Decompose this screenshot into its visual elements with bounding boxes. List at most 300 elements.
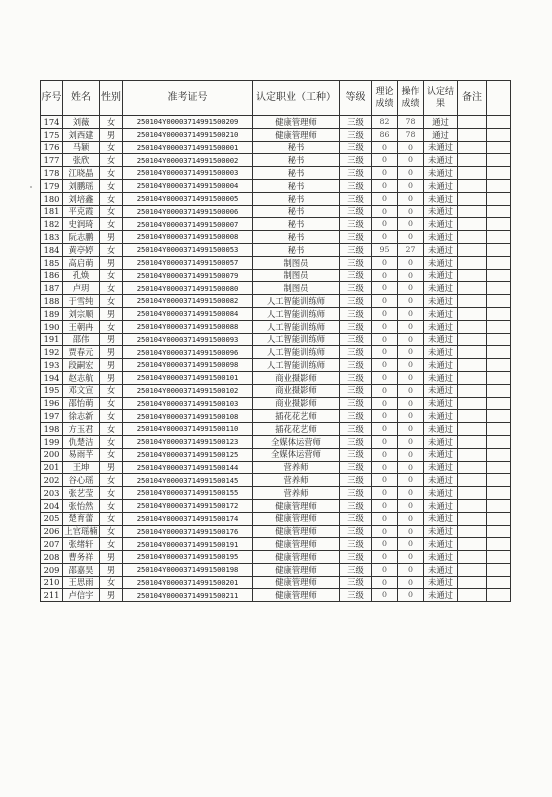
cell-level: 三级	[340, 538, 372, 551]
cell-result: 未通过	[424, 218, 458, 231]
table-row	[41, 576, 511, 589]
cell-result: 未通过	[424, 589, 458, 602]
cell-gender: 女	[100, 448, 123, 461]
cell-seq: 194	[41, 371, 63, 384]
cell-name: 王朝冉	[63, 320, 100, 333]
cell-seq: 200	[41, 448, 63, 461]
cell-name: 邵嘉昊	[63, 563, 100, 576]
cell-theory: 0	[372, 192, 398, 205]
cell-occupation: 秘书	[253, 167, 340, 180]
cell-extra	[487, 410, 511, 423]
cell-ticket: 250104Y00003714991500003	[123, 167, 253, 180]
cell-level: 三级	[340, 179, 372, 192]
cell-gender: 女	[100, 512, 123, 525]
cell-ticket: 250104Y00003714991500101	[123, 371, 253, 384]
cell-practice: 0	[398, 320, 424, 333]
cell-occupation: 人工智能训练师	[253, 295, 340, 308]
cell-ticket: 250104Y00003714991500002	[123, 154, 253, 167]
cell-seq: 190	[41, 320, 63, 333]
cell-theory: 0	[372, 295, 398, 308]
cell-level: 三级	[340, 205, 372, 218]
cell-gender: 女	[100, 397, 123, 410]
cell-gender: 女	[100, 320, 123, 333]
table-row	[41, 282, 511, 295]
cell-result: 未通过	[424, 205, 458, 218]
cell-name: 于雪纯	[63, 295, 100, 308]
cell-seq: 188	[41, 295, 63, 308]
cell-practice: 0	[398, 192, 424, 205]
cell-theory: 0	[372, 154, 398, 167]
cell-gender: 女	[100, 243, 123, 256]
cell-extra	[487, 589, 511, 602]
cell-occupation: 制图员	[253, 282, 340, 295]
cell-extra	[487, 346, 511, 359]
cell-name: 卢玥	[63, 282, 100, 295]
cell-ticket: 250104Y00003714991500057	[123, 256, 253, 269]
cell-remark	[458, 154, 487, 167]
cell-result: 未通过	[424, 359, 458, 372]
cell-theory: 0	[372, 269, 398, 282]
cell-theory: 0	[372, 320, 398, 333]
cell-occupation: 健康管理师	[253, 512, 340, 525]
cell-ticket: 250104Y00003714991500088	[123, 320, 253, 333]
cell-ticket: 250104Y00003714991500176	[123, 525, 253, 538]
cell-result: 未通过	[424, 167, 458, 180]
cell-level: 三级	[340, 320, 372, 333]
cell-result: 未通过	[424, 307, 458, 320]
cell-name: 刘宗顺	[63, 307, 100, 320]
cell-level: 三级	[340, 589, 372, 602]
cell-extra	[487, 154, 511, 167]
cell-extra	[487, 307, 511, 320]
cell-gender: 女	[100, 538, 123, 551]
cell-ticket: 250104Y00003714991500053	[123, 243, 253, 256]
cell-practice: 0	[398, 563, 424, 576]
cell-name: 刘薇	[63, 116, 100, 129]
cell-gender: 女	[100, 576, 123, 589]
cell-result: 未通过	[424, 551, 458, 564]
cell-theory: 95	[372, 243, 398, 256]
cell-occupation: 秘书	[253, 231, 340, 244]
cell-remark	[458, 384, 487, 397]
cell-level: 三级	[340, 359, 372, 372]
cell-practice: 0	[398, 256, 424, 269]
cell-practice: 0	[398, 384, 424, 397]
cell-gender: 女	[100, 141, 123, 154]
cell-level: 三级	[340, 243, 372, 256]
cell-name: 张绪轩	[63, 538, 100, 551]
cell-ticket: 250104Y00003714991500008	[123, 231, 253, 244]
cell-remark	[458, 371, 487, 384]
cell-gender: 女	[100, 205, 123, 218]
cell-seq: 210	[41, 576, 63, 589]
cell-occupation: 健康管理师	[253, 563, 340, 576]
cell-extra	[487, 448, 511, 461]
cell-ticket: 250104Y00003714991500144	[123, 461, 253, 474]
cell-remark	[458, 256, 487, 269]
table-row	[41, 179, 511, 192]
cell-practice: 0	[398, 525, 424, 538]
cell-practice: 0	[398, 231, 424, 244]
cell-remark	[458, 141, 487, 154]
cell-gender: 男	[100, 256, 123, 269]
cell-level: 三级	[340, 295, 372, 308]
cell-gender: 女	[100, 525, 123, 538]
cell-result: 未通过	[424, 384, 458, 397]
cell-theory: 0	[372, 461, 398, 474]
cell-ticket: 250104Y00003714991500080	[123, 282, 253, 295]
cell-theory: 0	[372, 179, 398, 192]
cell-seq: 183	[41, 231, 63, 244]
cell-level: 三级	[340, 423, 372, 436]
cell-ticket: 250104Y00003714991500001	[123, 141, 253, 154]
cell-remark	[458, 525, 487, 538]
cell-seq: 182	[41, 218, 63, 231]
table-row	[41, 218, 511, 231]
cell-gender: 男	[100, 307, 123, 320]
header-level: 等级	[340, 81, 372, 116]
table-row	[41, 435, 511, 448]
cell-level: 三级	[340, 576, 372, 589]
cell-gender: 女	[100, 435, 123, 448]
cell-ticket: 250104Y00003714991500172	[123, 499, 253, 512]
cell-seq: 206	[41, 525, 63, 538]
cell-seq: 196	[41, 397, 63, 410]
cell-level: 三级	[340, 141, 372, 154]
table-row	[41, 346, 511, 359]
cell-name: 马颖	[63, 141, 100, 154]
cell-level: 三级	[340, 116, 372, 129]
cell-gender: 女	[100, 179, 123, 192]
cell-name: 徐志新	[63, 410, 100, 423]
cell-name: 孔焕	[63, 269, 100, 282]
table-row	[41, 423, 511, 436]
cell-name: 张欣	[63, 154, 100, 167]
cell-seq: 199	[41, 435, 63, 448]
cell-remark	[458, 192, 487, 205]
cell-remark	[458, 576, 487, 589]
cell-result: 未通过	[424, 423, 458, 436]
table-header-row	[41, 81, 511, 116]
cell-level: 三级	[340, 410, 372, 423]
cell-gender: 男	[100, 333, 123, 346]
table-row	[41, 461, 511, 474]
cell-gender: 男	[100, 128, 123, 141]
cell-practice: 0	[398, 346, 424, 359]
cell-ticket: 250104Y00003714991500191	[123, 538, 253, 551]
cell-result: 未通过	[424, 282, 458, 295]
cell-seq: 211	[41, 589, 63, 602]
cell-result: 未通过	[424, 154, 458, 167]
cell-occupation: 秘书	[253, 205, 340, 218]
cell-theory: 0	[372, 218, 398, 231]
cell-result: 未通过	[424, 499, 458, 512]
cell-extra	[487, 179, 511, 192]
cell-name: 刘西建	[63, 128, 100, 141]
cell-remark	[458, 423, 487, 436]
cell-theory: 0	[372, 435, 398, 448]
cell-level: 三级	[340, 333, 372, 346]
cell-theory: 0	[372, 231, 398, 244]
cell-theory: 0	[372, 525, 398, 538]
cell-practice: 0	[398, 167, 424, 180]
cell-seq: 202	[41, 474, 63, 487]
cell-extra	[487, 256, 511, 269]
cell-name: 史润琦	[63, 218, 100, 231]
cell-extra	[487, 397, 511, 410]
cell-seq: 201	[41, 461, 63, 474]
table-body	[41, 116, 511, 602]
cell-extra	[487, 563, 511, 576]
cell-gender: 男	[100, 231, 123, 244]
cell-extra	[487, 435, 511, 448]
table-row	[41, 359, 511, 372]
cell-theory: 82	[372, 116, 398, 129]
cell-result: 未通过	[424, 192, 458, 205]
cell-gender: 男	[100, 551, 123, 564]
cell-occupation: 秘书	[253, 179, 340, 192]
cell-ticket: 250104Y00003714991500102	[123, 384, 253, 397]
cell-level: 三级	[340, 487, 372, 500]
cell-result: 未通过	[424, 576, 458, 589]
cell-ticket: 250104Y00003714991500155	[123, 487, 253, 500]
cell-seq: 203	[41, 487, 63, 500]
cell-extra	[487, 128, 511, 141]
cell-result: 未通过	[424, 179, 458, 192]
cell-seq: 181	[41, 205, 63, 218]
cell-seq: 186	[41, 269, 63, 282]
cell-practice: 0	[398, 295, 424, 308]
table-row	[41, 333, 511, 346]
cell-remark	[458, 551, 487, 564]
cell-extra	[487, 282, 511, 295]
cell-result: 未通过	[424, 320, 458, 333]
cell-theory: 0	[372, 487, 398, 500]
cell-practice: 0	[398, 423, 424, 436]
cell-extra	[487, 295, 511, 308]
cell-occupation: 秘书	[253, 192, 340, 205]
cell-ticket: 250104Y00003714991500084	[123, 307, 253, 320]
cell-gender: 男	[100, 371, 123, 384]
cell-remark	[458, 410, 487, 423]
cell-result: 未通过	[424, 410, 458, 423]
cell-level: 三级	[340, 435, 372, 448]
header-result: 认定结果	[424, 81, 458, 116]
cell-ticket: 250104Y00003714991500210	[123, 128, 253, 141]
cell-gender: 女	[100, 192, 123, 205]
cell-result: 未通过	[424, 269, 458, 282]
cell-ticket: 250104Y00003714991500211	[123, 589, 253, 602]
cell-seq: 197	[41, 410, 63, 423]
cell-level: 三级	[340, 231, 372, 244]
cell-level: 三级	[340, 282, 372, 295]
cell-theory: 0	[372, 423, 398, 436]
cell-ticket: 250104Y00003714991500082	[123, 295, 253, 308]
cell-level: 三级	[340, 218, 372, 231]
cell-remark	[458, 179, 487, 192]
cell-ticket: 250104Y00003714991500103	[123, 397, 253, 410]
cell-extra	[487, 525, 511, 538]
results-table	[40, 80, 511, 602]
header-remark: 备注	[458, 81, 487, 116]
cell-remark	[458, 282, 487, 295]
cell-level: 三级	[340, 512, 372, 525]
cell-ticket: 250104Y00003714991500201	[123, 576, 253, 589]
cell-result: 未通过	[424, 295, 458, 308]
table-row	[41, 589, 511, 602]
cell-occupation: 制图员	[253, 256, 340, 269]
cell-seq: 209	[41, 563, 63, 576]
cell-result: 未通过	[424, 141, 458, 154]
cell-seq: 205	[41, 512, 63, 525]
cell-result: 未通过	[424, 231, 458, 244]
cell-practice: 27	[398, 243, 424, 256]
cell-theory: 0	[372, 474, 398, 487]
cell-result: 未通过	[424, 346, 458, 359]
cell-practice: 0	[398, 154, 424, 167]
cell-remark	[458, 128, 487, 141]
cell-ticket: 250104Y00003714991500005	[123, 192, 253, 205]
cell-extra	[487, 538, 511, 551]
cell-theory: 0	[372, 205, 398, 218]
cell-extra	[487, 269, 511, 282]
cell-result: 未通过	[424, 435, 458, 448]
cell-result: 未通过	[424, 538, 458, 551]
cell-extra	[487, 218, 511, 231]
cell-result: 未通过	[424, 397, 458, 410]
table-row	[41, 128, 511, 141]
cell-name: 上官瑶楠	[64, 526, 98, 537]
cell-occupation: 营养师	[253, 487, 340, 500]
cell-theory: 0	[372, 563, 398, 576]
cell-ticket: 250104Y00003714991500145	[123, 474, 253, 487]
cell-occupation: 人工智能训练师	[253, 346, 340, 359]
table-row	[41, 397, 511, 410]
cell-practice: 0	[398, 141, 424, 154]
table-row	[41, 307, 511, 320]
cell-remark	[458, 320, 487, 333]
table-row	[41, 256, 511, 269]
cell-occupation: 商业摄影师	[253, 371, 340, 384]
cell-practice: 0	[398, 371, 424, 384]
header-name: 姓名	[63, 81, 100, 116]
cell-seq: 180	[41, 192, 63, 205]
cell-remark	[458, 538, 487, 551]
cell-occupation: 健康管理师	[253, 499, 340, 512]
cell-name: 易雨芊	[63, 448, 100, 461]
cell-gender: 女	[100, 499, 123, 512]
cell-occupation: 商业摄影师	[253, 384, 340, 397]
table-row	[41, 410, 511, 423]
cell-level: 三级	[340, 256, 372, 269]
cell-practice: 0	[398, 589, 424, 602]
table-row	[41, 448, 511, 461]
cell-ticket: 250104Y00003714991500093	[123, 333, 253, 346]
cell-ticket: 250104Y00003714991500007	[123, 218, 253, 231]
cell-remark	[458, 512, 487, 525]
cell-result: 未通过	[424, 512, 458, 525]
cell-level: 三级	[340, 346, 372, 359]
cell-name: 张怡然	[63, 499, 100, 512]
cell-level: 三级	[340, 551, 372, 564]
cell-occupation: 制图员	[253, 269, 340, 282]
header-occupation: 认定职业（工种）	[253, 81, 340, 116]
cell-occupation: 秘书	[253, 141, 340, 154]
cell-name: 王坤	[63, 461, 100, 474]
cell-name: 贾春元	[63, 346, 100, 359]
cell-remark	[458, 295, 487, 308]
cell-theory: 0	[372, 589, 398, 602]
cell-theory: 0	[372, 333, 398, 346]
cell-seq: 187	[41, 282, 63, 295]
cell-remark	[458, 563, 487, 576]
cell-name: 张艺莹	[63, 487, 100, 500]
cell-theory: 0	[372, 448, 398, 461]
cell-seq: 195	[41, 384, 63, 397]
cell-seq: 176	[41, 141, 63, 154]
cell-ticket: 250104Y00003714991500110	[123, 423, 253, 436]
cell-extra	[487, 384, 511, 397]
cell-occupation: 健康管理师	[253, 551, 340, 564]
cell-remark	[458, 243, 487, 256]
cell-level: 三级	[340, 563, 372, 576]
table-row	[41, 141, 511, 154]
cell-gender: 女	[100, 410, 123, 423]
cell-name: 仇楚洁	[63, 435, 100, 448]
header-theory: 理论成绩	[372, 81, 398, 116]
table-row	[41, 243, 511, 256]
header-seq: 序号	[41, 81, 63, 116]
header-extra	[487, 81, 511, 116]
table-row	[41, 512, 511, 525]
table-row	[41, 551, 511, 564]
cell-extra	[487, 333, 511, 346]
cell-practice: 0	[398, 410, 424, 423]
cell-practice: 0	[398, 487, 424, 500]
cell-seq: 177	[41, 154, 63, 167]
cell-remark	[458, 218, 487, 231]
cell-name: 段嗣宏	[63, 359, 100, 372]
cell-theory: 86	[372, 128, 398, 141]
table-row	[41, 499, 511, 512]
cell-occupation: 秘书	[253, 154, 340, 167]
cell-ticket: 250104Y00003714991500098	[123, 359, 253, 372]
cell-theory: 0	[372, 576, 398, 589]
cell-name: 邵怡萌	[63, 397, 100, 410]
cell-level: 三级	[340, 269, 372, 282]
cell-occupation: 全媒体运营师	[253, 435, 340, 448]
cell-result: 通过	[424, 116, 458, 129]
cell-gender: 女	[100, 282, 123, 295]
table-row	[41, 371, 511, 384]
cell-extra	[487, 167, 511, 180]
cell-remark	[458, 589, 487, 602]
table-row	[41, 231, 511, 244]
table-row	[41, 487, 511, 500]
cell-remark	[458, 205, 487, 218]
cell-extra	[487, 499, 511, 512]
cell-ticket: 250104Y00003714991500006	[123, 205, 253, 218]
cell-level: 三级	[340, 371, 372, 384]
cell-practice: 0	[398, 551, 424, 564]
cell-gender: 男	[100, 461, 123, 474]
cell-name: 方玉君	[63, 423, 100, 436]
cell-extra	[487, 359, 511, 372]
cell-name: 谷心瑶	[63, 474, 100, 487]
cell-occupation: 健康管理师	[253, 116, 340, 129]
cell-name: 楚育蕾	[63, 512, 100, 525]
cell-theory: 0	[372, 499, 398, 512]
